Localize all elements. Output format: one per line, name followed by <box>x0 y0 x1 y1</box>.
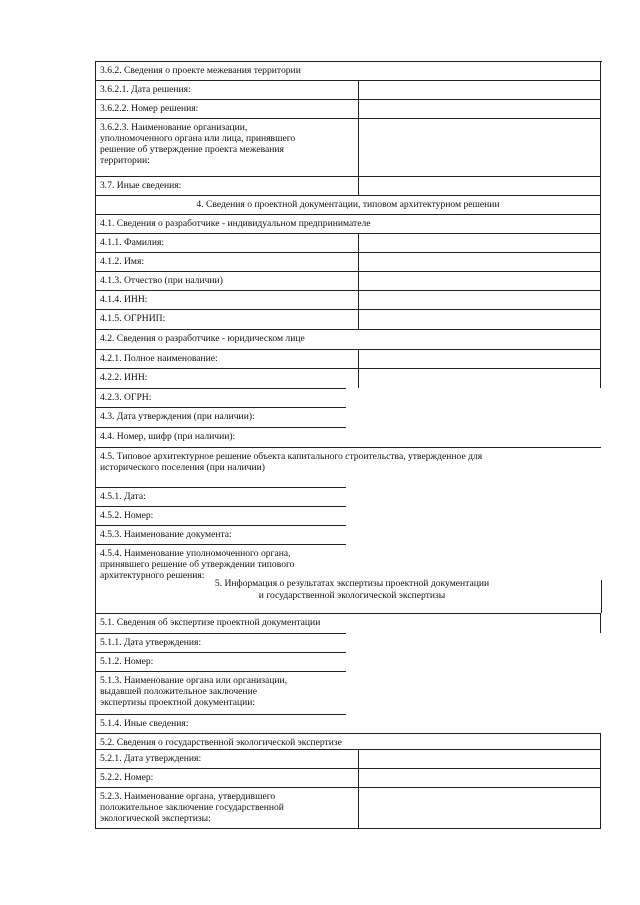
row-label: 4.2.2. ИНН: <box>100 372 148 383</box>
row-label: 4.1.2. Имя: <box>100 256 145 267</box>
section-5-heading: 5. Информация о результатах экспертизы проектной документации и государственной экологической экспертизы <box>214 578 490 601</box>
row-label: 4.1. Сведения о разработчике - индивидуальном предпринимателе <box>100 218 371 229</box>
row-3-6-2-2 <box>95 99 601 118</box>
row-3-7 <box>95 176 601 195</box>
row-4-1-5 <box>95 309 601 329</box>
row-5-1-4 <box>95 714 346 733</box>
row-label: 4.2. Сведения о разработчике - юридическом лице <box>100 333 305 344</box>
row-4-5-3 <box>95 525 346 544</box>
row-4-2-2 <box>95 368 601 388</box>
row-4-2 <box>95 329 601 349</box>
value-field[interactable] <box>358 119 600 176</box>
value-field[interactable] <box>358 788 600 828</box>
row-label: 5.1. Сведения об экспертизе проектной документации <box>100 617 321 628</box>
row-3-6-2-1 <box>95 80 601 99</box>
row-label: 4.5.3. Наименование документа: <box>100 529 232 540</box>
value-field[interactable] <box>358 253 600 271</box>
row-5-1 <box>95 613 601 633</box>
row-label: 5.2. Сведения о государственной экологической экспертизе <box>100 737 342 748</box>
row-4-5 <box>95 447 601 487</box>
value-field[interactable] <box>358 369 600 388</box>
row-label: 5.1.3. Наименование органа или организации, выдавшей положительное заключение экспертизы проектной документации: <box>100 675 288 708</box>
row-label: 3.6.2.3. Наименование организации, уполномоченного органа или лица, принявшего решение об утверждение проекта межевания территории: <box>100 122 296 166</box>
value-field[interactable] <box>358 81 600 99</box>
row-label: 3.7. Иные сведения: <box>100 180 182 191</box>
row-5-2 <box>95 733 601 749</box>
value-field[interactable] <box>358 272 600 290</box>
row-label: 4.5. Типовое архитектурное решение объекта капитального строительства, утвержденное для исторического поселения (при наличии) <box>100 451 483 473</box>
row-5-2-1 <box>95 749 601 768</box>
row-label: 4.2.3. ОГРН: <box>100 392 152 403</box>
row-3-6-2-3 <box>95 118 601 176</box>
row-5-2-3 <box>95 787 601 829</box>
row-4-5-4 <box>95 544 346 580</box>
row-label: 4.1.4. ИНН: <box>100 294 148 305</box>
section-5-right-border <box>601 580 602 613</box>
section-4-heading <box>95 195 601 214</box>
row-label: 3.6.2.1. Дата решения: <box>100 84 191 95</box>
row-4-1-2 <box>95 252 601 271</box>
value-field[interactable] <box>358 769 600 787</box>
row-label: 5.1.1. Дата утверждения: <box>100 637 202 648</box>
row-4-4 <box>95 427 346 447</box>
row-label: 5.1.4. Иные сведения: <box>100 718 189 729</box>
row-label: 5.2.2. Номер: <box>100 772 154 783</box>
value-field[interactable] <box>358 100 600 118</box>
row-4-5-2 <box>95 506 346 525</box>
row-label: 4.5.2. Номер: <box>100 510 154 521</box>
row-label: 4.1.1. Фамилия: <box>100 237 165 248</box>
section-title: 4. Сведения о проектной документации, типовом архитектурном решении <box>196 199 500 210</box>
value-field[interactable] <box>358 310 600 329</box>
row-label: 4.1.5. ОГРНИП: <box>100 313 166 324</box>
section-5-left-border <box>95 580 96 613</box>
row-label: 4.3. Дата утверждения (при наличии): <box>100 411 255 422</box>
row-4-1 <box>95 214 601 233</box>
row-label: 5.2.3. Наименование органа, утвердившего положительное заключение государственной экологической экспертизы: <box>100 791 284 824</box>
row-4-5-1 <box>95 487 346 506</box>
row-label: 5.1.2. Номер: <box>100 656 154 667</box>
row-4-1-1 <box>95 233 601 252</box>
row-label: 4.2.1. Полное наименование: <box>100 353 218 364</box>
row-label: 4.1.3. Отчество (при наличии) <box>100 275 223 286</box>
row-3-6-2 <box>95 61 601 80</box>
value-field[interactable] <box>358 750 600 768</box>
row-label: 4.4. Номер, шифр (при наличии): <box>100 431 236 442</box>
value-field[interactable] <box>358 177 600 195</box>
row-4-2-3 <box>95 388 346 407</box>
row-4-2-1 <box>95 349 601 368</box>
row-5-1-1 <box>95 633 346 652</box>
row-label: 4.5.1. Дата: <box>100 491 146 502</box>
value-field[interactable] <box>358 350 600 368</box>
row-4-1-3 <box>95 271 601 290</box>
row-label: 3.6.2.2. Номер решения: <box>100 103 199 114</box>
row-4-1-4 <box>95 290 601 309</box>
row-5-1-3 <box>95 671 346 714</box>
row-5-1-2 <box>95 652 346 671</box>
row-4-3 <box>95 407 346 427</box>
row-5-2-2 <box>95 768 601 787</box>
table-top-border <box>95 61 602 62</box>
row-label: 5.2.1. Дата утверждения: <box>100 753 202 764</box>
value-field[interactable] <box>358 291 600 309</box>
value-field[interactable] <box>358 234 600 252</box>
row-label: 4.5.4. Наименование уполномоченного органа, принявшего решение об утверждении типового архитектурного решения: <box>100 548 295 581</box>
row-label: 3.6.2. Сведения о проекте межевания территории <box>100 65 301 76</box>
